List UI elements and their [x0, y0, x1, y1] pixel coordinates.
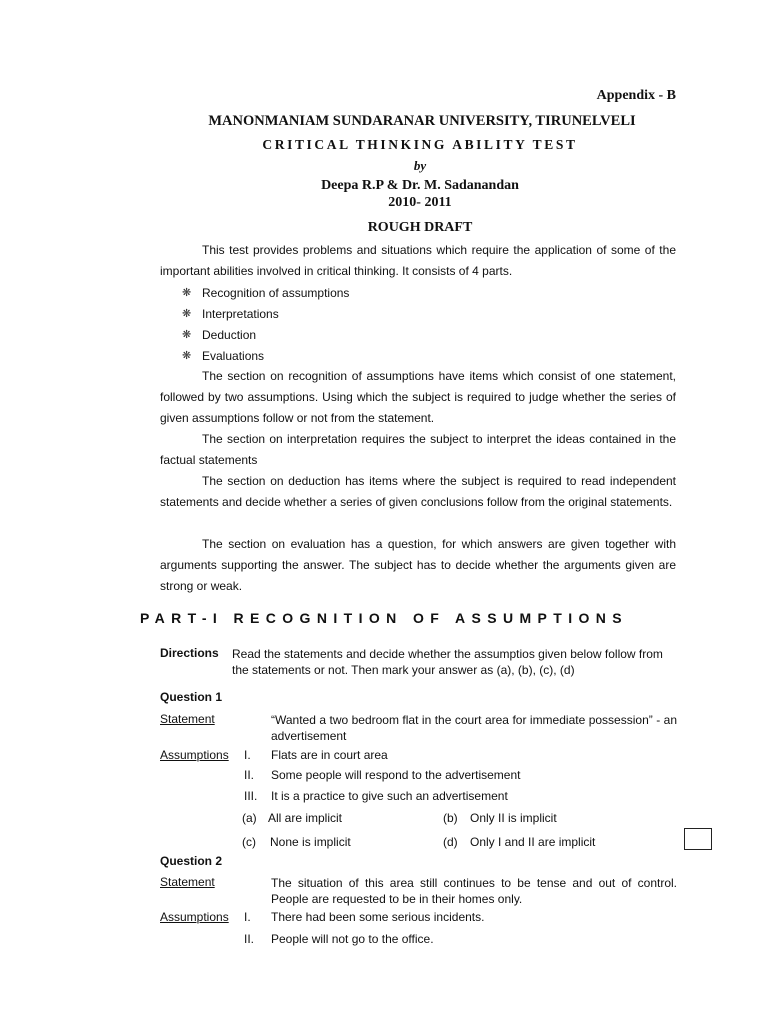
assumption-text: Some people will respond to the advertisement	[271, 768, 521, 782]
draft-label: ROUGH DRAFT	[367, 220, 473, 235]
assumption-text: Flats are in court area	[271, 748, 388, 762]
authors: Deepa R.P & Dr. M. Sadanandan	[321, 178, 519, 193]
statement-label: Statement	[160, 712, 215, 726]
assumption-text: People will not go to the office.	[271, 932, 434, 946]
option-b-key: (b)	[443, 811, 458, 825]
assumption-number: I.	[244, 748, 251, 762]
assumption-number: II.	[244, 932, 255, 946]
year: 2010- 2011	[388, 195, 452, 210]
part-label: Interpretations	[202, 307, 279, 321]
option-a-key: (a)	[242, 811, 257, 825]
option-a-text: All are implicit	[268, 811, 343, 825]
part-label: Recognition of assumptions	[202, 286, 350, 300]
option-d-key: (d)	[443, 835, 458, 849]
assumption-text: It is a practice to give such an advertisement	[271, 789, 508, 803]
list-item	[182, 325, 349, 346]
interpretation-section-paragraph	[160, 429, 676, 471]
flower-bullet-icon: ❋	[182, 329, 192, 341]
question-1-statement: “Wanted a two bedroom flat in the court area for immediate possession” - an advertisement	[271, 713, 677, 743]
statement-label: Statement	[160, 875, 215, 889]
question-2-statement: The situation of this area still continues to be tense and out of control. People are requested to be in their homes only.	[271, 876, 677, 906]
by-label: by	[413, 158, 427, 173]
part-label: Deduction	[202, 328, 257, 342]
option-d-text: Only I and II are implicit	[470, 835, 596, 849]
intro-paragraph	[160, 240, 676, 282]
test-title: CRITICAL THINKING ABILITY TEST	[262, 137, 578, 152]
university-name: MANONMANIAM SUNDARANAR UNIVERSITY, TIRUNELVELI	[208, 113, 636, 129]
flower-bullet-icon: ❋	[182, 308, 192, 320]
paragraph-text: The section on deduction has items where the subject is required to read independent statements and decide whether a series of given conclusions follow from the original statements.	[160, 474, 676, 509]
directions-label: Directions	[160, 646, 219, 660]
option-c-text: None is implicit	[270, 835, 351, 849]
intro-text: This test provides problems and situations which require the application of some of the important abilities involved in critical thinking. It consists of 4 parts.	[160, 243, 676, 278]
directions-text: Read the statements and decide whether the assumptios given below follow from the statements or not. Then mark your answer as (a), (b), (c), (d)	[232, 647, 663, 677]
option-c-key: (c)	[242, 835, 256, 849]
assumptions-section-paragraph	[160, 366, 676, 429]
parts-list	[182, 283, 349, 367]
assumption-number: II.	[244, 768, 255, 782]
appendix-label: Appendix - B	[596, 88, 676, 103]
paragraph-text: The section on recognition of assumptions have items which consist of one statement, followed by two assumptions. Using which the subject is required to judge whether the series of given assumptions follow or not from the statement.	[160, 369, 676, 425]
deduction-section-paragraph	[160, 471, 676, 513]
paragraph-text: The section on interpretation requires the subject to interpret the ideas contained in the factual statements	[160, 432, 676, 467]
option-b-text: Only II is implicit	[470, 811, 557, 825]
assumptions-label: Assumptions	[160, 748, 229, 762]
evaluation-section-paragraph	[160, 534, 676, 597]
list-item	[182, 346, 349, 367]
part-label: Evaluations	[202, 349, 265, 363]
assumptions-label: Assumptions	[160, 910, 229, 924]
paragraph-text: The section on evaluation has a question, for which answers are given together with arguments supporting the answer. The subject has to decide whether the arguments given are strong or weak.	[160, 537, 676, 593]
assumption-number: I.	[244, 910, 251, 924]
question-1-heading: Question 1	[160, 690, 223, 704]
flower-bullet-icon: ❋	[182, 287, 192, 299]
list-item	[182, 304, 349, 325]
flower-bullet-icon: ❋	[182, 350, 192, 362]
assumption-text: There had been some serious incidents.	[271, 910, 485, 924]
part-one-heading: PART-I RECOGNITION OF ASSUMPTIONS	[139, 610, 629, 626]
answer-box[interactable]	[684, 828, 712, 850]
assumption-number: III.	[244, 789, 258, 803]
question-2-heading: Question 2	[160, 854, 223, 868]
list-item	[182, 283, 349, 304]
